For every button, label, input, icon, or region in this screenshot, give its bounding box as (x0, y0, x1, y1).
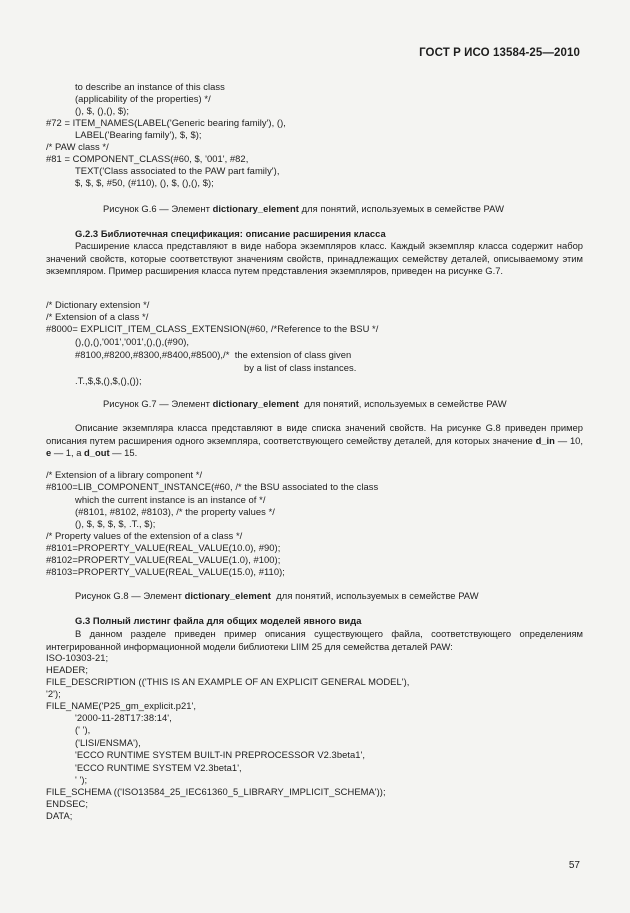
paragraph (46, 422, 583, 460)
code-line: #8100,#8200,#8300,#8400,#8500),/* the extension of class given (75, 349, 352, 360)
code-line: 'ECCO RUNTIME SYSTEM V2.3beta1', (75, 762, 242, 773)
code-line: (applicability of the properties) */ (75, 93, 211, 104)
code-line: .T.,$,$,(),$,(),()); (75, 375, 142, 386)
caption-text: для понятий, используемых в семействе PAW (298, 398, 507, 409)
code-line: #8103=PROPERTY_VALUE(REAL_VALUE(15.0), #110); (46, 566, 285, 577)
code-line: FILE_NAME('P25_gm_explicit.p21', (46, 700, 197, 711)
code-line: /* Extension of a class */ (46, 311, 149, 322)
code-line: (),(),(),'001','001',(),(),(#90), (75, 336, 190, 347)
code-line: /* Dictionary extension */ (46, 299, 150, 310)
caption-term: dictionary_element (212, 398, 299, 409)
code-line: to describe an instance of this class (75, 81, 225, 92)
code-line: LABEL('Bearing family'), $, $); (75, 129, 202, 140)
code-line: FILE_DESCRIPTION (('THIS IS AN EXAMPLE OF AN EXPLICIT GENERAL MODEL'), (46, 676, 410, 687)
code-line: /* Extension of a library component */ (46, 469, 203, 480)
code-line: which the current instance is an instance of */ (75, 494, 266, 505)
caption-text: для понятий, используемых в семействе PAW (298, 203, 505, 214)
section-heading: G.2.3 Библиотечная спецификация: описание расширения класса (75, 228, 386, 239)
document-header: ГОСТ Р ИСО 13584-25—2010 (419, 47, 580, 59)
code-line: (' '), (75, 724, 91, 735)
caption-text: для понятий, используемых в семействе PAW (270, 590, 479, 601)
section-heading: G.3 Полный листинг файла для общих моделей явного вида (75, 615, 362, 626)
code-line: (), $, $, $, $, .T., $); (75, 518, 156, 529)
caption-term: dictionary_element (184, 590, 271, 601)
figure-caption-g6 (103, 203, 504, 215)
code-line: /* Property values of the extension of a class */ (46, 530, 243, 541)
code-line: by a list of class instances. (244, 362, 357, 373)
code-line: '2'); (46, 688, 61, 699)
page-number: 57 (568, 860, 580, 871)
paragraph: В данном разделе приведен пример описания существующего файла, соответствующего определениям интегрированной информационной модели библиотеки LIIM 25 для семейства деталей PAW: (46, 628, 583, 652)
code-line: FILE_SCHEMA (('ISO13584_25_IEC61360_5_LIBRARY_IMPLICIT_SCHEMA')); (46, 786, 386, 797)
code-line: #81 = COMPONENT_CLASS(#60, $, '001', #82, (46, 153, 249, 164)
paragraph: Расширение класса представляют в виде набора экземпляров класс. Каждый экземпляр класса содержит набор значений свойств, которые соответствуют значениям свойств, принадлежащих семейству деталей, описываемому этим экземпляром. Пример расширения класса путем представления экземпляров, приведен на рисунке G.7. (46, 240, 583, 276)
code-line: TEXT('Class associated to the PAW part family'), (75, 165, 280, 176)
code-line: ' '); (75, 774, 88, 785)
caption-text: Рисунок G.8 — Элемент (75, 590, 185, 601)
figure-caption-g7 (103, 398, 507, 410)
code-line: #8000= EXPLICIT_ITEM_CLASS_EXTENSION(#60, /*Reference to the BSU */ (46, 323, 379, 334)
paragraph-text: Описание экземпляра класса представляют в виде списка значений свойств. На рисунке G.8 приведен пример описания путем расширения одного экземпляра, соответствующего семейству деталей, для которых значение (46, 422, 583, 446)
code-line: (), $, (),(), $); (75, 105, 129, 116)
term-e: e (46, 447, 52, 458)
code-line: #8102=PROPERTY_VALUE(REAL_VALUE(1.0), #100); (46, 554, 281, 565)
paragraph-text: — 1, а (51, 447, 85, 458)
code-line: '2000-11-28T17:38:14', (75, 712, 172, 723)
code-line: ISO-10303-21; (46, 652, 109, 663)
code-line: #72 = ITEM_NAMES(LABEL('Generic bearing family'), (), (46, 117, 286, 128)
caption-term: dictionary_element (212, 203, 299, 214)
code-line: (#8101, #8102, #8103), /* the property values */ (75, 506, 275, 517)
code-line: ENDSEC; (46, 798, 89, 809)
code-line: ('LISI/ENSMA'), (75, 737, 141, 748)
code-line: $, $, $, #50, (#110), (), $, (),(), $); (75, 177, 214, 188)
code-line: 'ECCO RUNTIME SYSTEM BUILT-IN PREPROCESSOR V2.3beta1', (75, 749, 366, 760)
figure-caption-g8 (75, 590, 479, 602)
caption-text: Рисунок G.7 — Элемент (103, 398, 213, 409)
code-line: DATA; (46, 810, 73, 821)
caption-text: Рисунок G.6 — Элемент (103, 203, 213, 214)
term-d-out: d_out (84, 447, 110, 458)
code-line: HEADER; (46, 664, 89, 675)
code-line: /* PAW class */ (46, 141, 109, 152)
paragraph-text: — 10, (554, 434, 583, 446)
paragraph-text: — 15. (109, 447, 138, 458)
code-line: #8100=LIB_COMPONENT_INSTANCE(#60, /* the BSU associated to the class (46, 481, 379, 492)
term-d-in: d_in (535, 434, 555, 446)
code-line: #8101=PROPERTY_VALUE(REAL_VALUE(10.0), #90); (46, 542, 281, 553)
